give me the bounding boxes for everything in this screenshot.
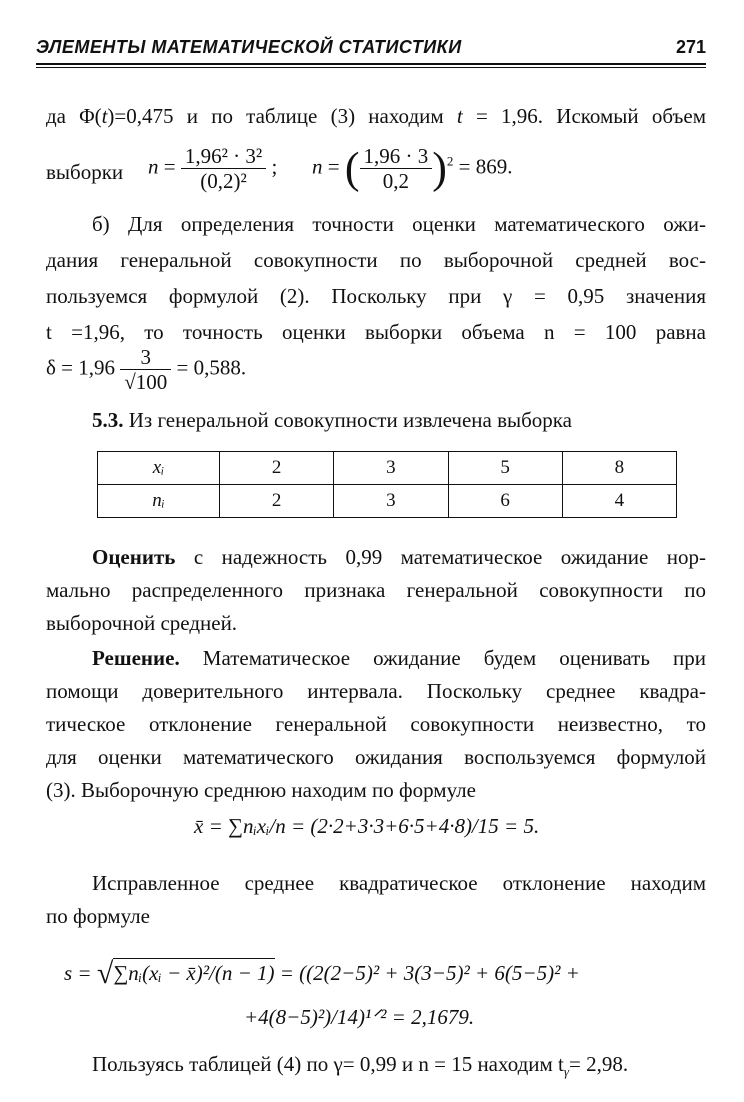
formula-n2: n = ( $\frac{1,96 \cdot 3}{0,2}$ )$^2$ = 869.	[312, 143, 513, 193]
text-line: пользуемся формулой (2). Поскольку при γ = 0,95 значения	[46, 284, 706, 308]
formula-std-dev-cont: +4(8−5)²)/14)¹ᐟ² = 2,1679.	[244, 1005, 475, 1029]
table-cell: 2	[220, 452, 334, 485]
text-line: б) Для определения точности оценки математического ожи-	[92, 212, 706, 236]
text-line: для оценки математического ожидания воспользуемся формулой	[46, 745, 706, 769]
formula-std-dev: s = √∑nᵢ(xᵢ − x̄)²/(n − 1) = ((2(2−5)² + 3(3−5)² + 6(5−5)² +	[64, 957, 580, 990]
text-line: мально распределенного признака генеральной совокупности по	[46, 578, 706, 602]
table-header-cell: nᵢ	[98, 485, 220, 518]
text-line: дания генеральной совокупности по выборочной средней вос-	[46, 248, 706, 272]
text-line: Исправленное среднее квадратическое отклонение находим	[92, 871, 706, 895]
text-line: Пользуясь таблицей (4) по γ= 0,99 и n = 15 находим $t_\gamma= 2,98$.	[92, 1052, 629, 1079]
page-number: 271	[675, 37, 706, 57]
text-line: по формуле	[46, 904, 150, 928]
text-line: (3). Выборочную среднюю находим по формуле	[46, 778, 476, 802]
table-row	[98, 485, 677, 518]
sample-table	[97, 451, 677, 518]
table-row	[98, 452, 677, 485]
table-header-cell: xᵢ	[98, 452, 220, 485]
table-cell: 5	[448, 452, 562, 485]
text-line: Решение. Математическое ожидание будем оценивать при	[92, 646, 706, 670]
text-line: выборочной средней.	[46, 611, 238, 635]
formula-sample-mean: x̄ = ∑nᵢxᵢ/n = (2·2+3·3+6·5+4·8)/15 = 5.	[194, 814, 540, 838]
running-header	[36, 37, 706, 63]
table-cell: 4	[562, 485, 676, 518]
text-line: t =1,96, то точность оценки выборки объема n = 100 равна	[46, 320, 706, 344]
text-line: помощи доверительного интервала. Поскольку среднее квадра-	[46, 679, 706, 703]
text-line: да Φ(t)=0,475 и по таблице (3) находим t = 1,96. Искомый объем	[46, 104, 706, 128]
text-line: Оценить с надежность 0,99 математическое ожидание нор-	[92, 545, 706, 569]
table-cell: 3	[334, 452, 448, 485]
problem-statement: 5.3. Из генеральной совокупности извлечена выборка	[92, 408, 573, 432]
table-cell: 2	[220, 485, 334, 518]
table-cell: 3	[334, 485, 448, 518]
header-rule-thin	[36, 67, 706, 68]
header-title: ЭЛЕМЕНТЫ МАТЕМАТИЧЕСКОЙ СТАТИСТИКИ	[36, 37, 462, 57]
formula-n1: n = $\frac{\text{1,96² · 3²}}{\text{(0,2)²}}$ ;	[148, 144, 278, 193]
header-rule	[36, 63, 706, 65]
table-cell: 8	[562, 452, 676, 485]
sample-size-line: выборки	[46, 160, 124, 184]
text-line: тическое отклонение генеральной совокупности неизвестно, то	[46, 712, 706, 736]
table-cell: 6	[448, 485, 562, 518]
formula-delta: δ = 1,96 $\frac{3}{√100}$ = 0,588.	[46, 345, 247, 394]
